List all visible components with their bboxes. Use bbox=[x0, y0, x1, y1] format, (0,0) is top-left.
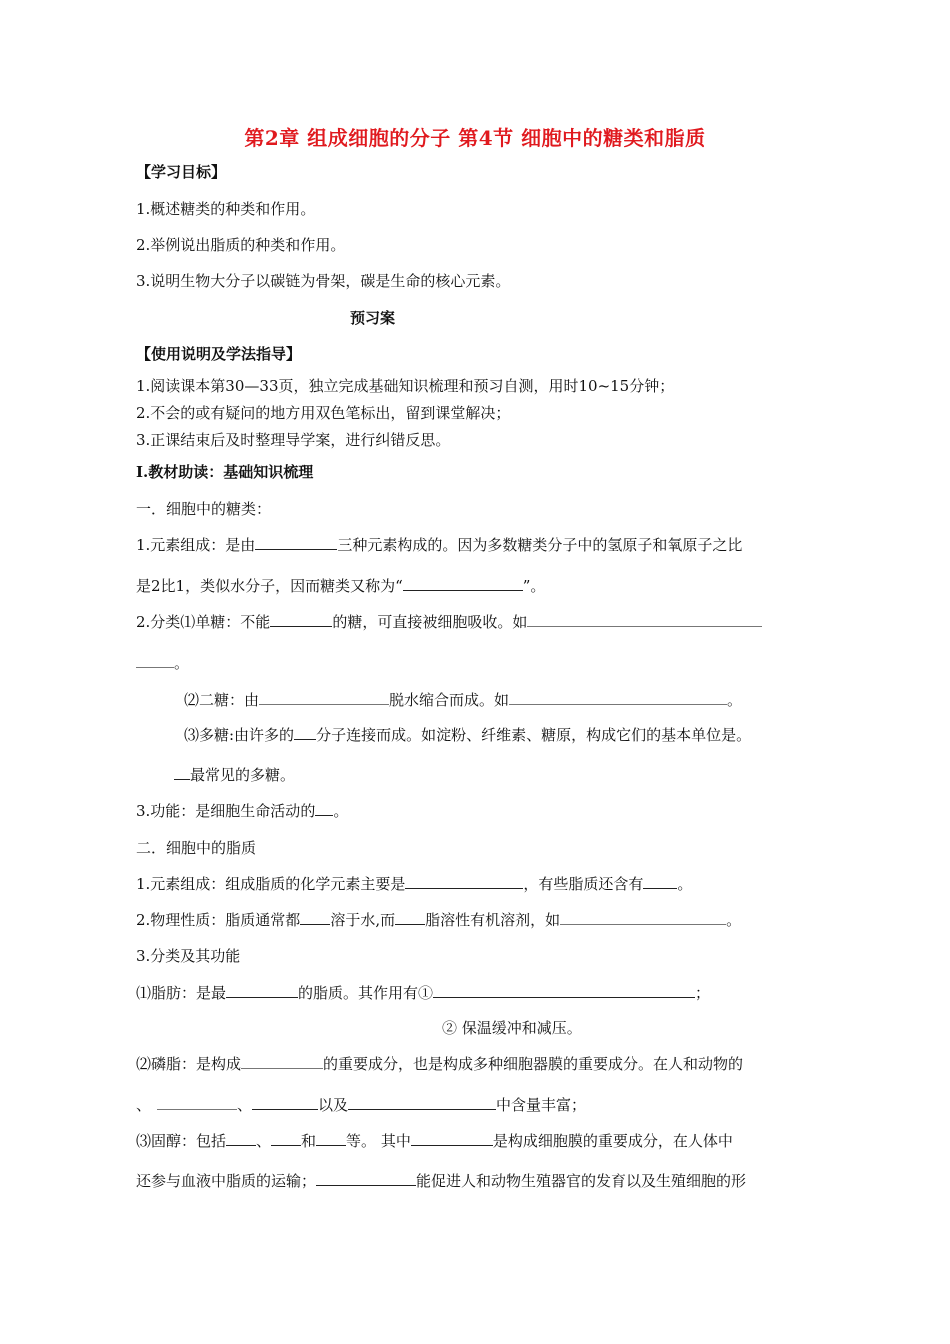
sugars-text: 。 bbox=[333, 802, 349, 820]
fill-blank[interactable] bbox=[157, 1095, 237, 1110]
fill-blank[interactable] bbox=[136, 653, 174, 668]
fill-blank[interactable] bbox=[271, 1131, 301, 1146]
fill-blank[interactable] bbox=[300, 910, 330, 925]
sugars-text: 。 bbox=[727, 691, 743, 709]
lipids-text: 脂溶性有机溶剂，如 bbox=[425, 911, 561, 929]
lipids-text: 溶于水,而 bbox=[330, 911, 396, 929]
fill-blank[interactable] bbox=[270, 612, 332, 627]
sugars-text: ⑵二糖：由 bbox=[184, 691, 260, 709]
lipids-text: ，有些脂质还含有 bbox=[523, 875, 644, 893]
fill-blank[interactable] bbox=[259, 690, 389, 705]
lipids-line-6 bbox=[136, 1054, 743, 1074]
fill-blank[interactable] bbox=[403, 576, 523, 591]
sugars-heading: 一．细胞中的糖类： bbox=[136, 500, 272, 518]
fill-blank[interactable] bbox=[241, 1054, 323, 1069]
lipids-text: 1.元素组成：组成脂质的化学元素主要是 bbox=[136, 875, 406, 893]
fill-blank[interactable] bbox=[315, 801, 333, 816]
lipids-text: 。 bbox=[677, 875, 693, 893]
lipids-text: ； bbox=[695, 984, 711, 1002]
lipids-text: ⑵磷脂：是构成 bbox=[136, 1055, 242, 1073]
sugars-line-5 bbox=[184, 690, 742, 710]
instruction-item-2: 2.不会的或有疑问的地方用双色笔标出，留到课堂解决； bbox=[136, 404, 511, 422]
lipids-line-3: 3.分类及其功能 bbox=[136, 947, 241, 965]
fill-blank[interactable] bbox=[527, 612, 762, 627]
goal-item-2: 2.举例说出脂质的种类和作用。 bbox=[136, 236, 346, 254]
sugars-text: 三种元素构成的。因为多数糖类分子中的氢原子和氧原子之比 bbox=[337, 536, 743, 554]
lipids-line-9 bbox=[136, 1171, 746, 1191]
lipids-text: ⑴脂肪：是最 bbox=[136, 984, 227, 1002]
lipids-text: 中含量丰富； bbox=[496, 1096, 587, 1114]
lipids-line-4 bbox=[136, 983, 710, 1003]
sugars-line-7 bbox=[174, 765, 295, 785]
sugars-text: 1.元素组成：是由 bbox=[136, 536, 256, 554]
fill-blank[interactable] bbox=[294, 725, 316, 740]
lipids-line-8 bbox=[136, 1131, 733, 1151]
sugars-line-4 bbox=[136, 653, 189, 673]
lipids-text: 、 bbox=[256, 1132, 272, 1150]
fill-blank[interactable] bbox=[560, 910, 726, 925]
fill-blank[interactable] bbox=[226, 983, 298, 998]
instruction-item-1: 1.阅读课本第30—33页，独立完成基础知识梳理和预习自测，用时10~15分钟； bbox=[136, 377, 675, 395]
fill-blank[interactable] bbox=[395, 910, 425, 925]
sugars-text: 分子连接而成。如淀粉、纤维素、糖原，构成它们的基本单位是。 bbox=[316, 726, 752, 744]
sugars-text: 2.分类⑴单糖：不能 bbox=[136, 613, 271, 631]
lipids-text: 、 bbox=[237, 1096, 253, 1114]
fill-blank[interactable] bbox=[433, 983, 695, 998]
document-title: 第2章 组成细胞的分子 第4节 细胞中的糖类和脂质 bbox=[244, 126, 706, 150]
sugars-line-1 bbox=[136, 535, 742, 555]
section-one-heading: Ⅰ.教材助读：基础知识梳理 bbox=[136, 463, 314, 481]
sugars-line-2 bbox=[136, 576, 545, 596]
lipids-heading: 二．细胞中的脂质 bbox=[136, 839, 257, 857]
sugars-text: 是2比1，类似水分子，因而糖类又称为“ bbox=[136, 577, 403, 595]
sugars-text: 脱水缩合而成。如 bbox=[389, 691, 510, 709]
fill-blank[interactable] bbox=[252, 1095, 318, 1110]
goal-item-3: 3.说明生物大分子以碳链为骨架，碳是生命的核心元素。 bbox=[136, 272, 511, 290]
preview-heading: 预习案 bbox=[350, 309, 396, 327]
sugars-text: 3.功能：是细胞生命活动的 bbox=[136, 802, 316, 820]
goal-item-1: 1.概述糖类的种类和作用。 bbox=[136, 200, 316, 218]
fill-blank[interactable] bbox=[316, 1171, 416, 1186]
fill-blank[interactable] bbox=[348, 1095, 496, 1110]
lipids-text: 还参与血液中脂质的运输； bbox=[136, 1172, 317, 1190]
sugars-line-6 bbox=[184, 725, 751, 745]
lipids-text: ⑶固醇：包括 bbox=[136, 1132, 227, 1150]
fill-blank[interactable] bbox=[226, 1131, 256, 1146]
sugars-text: 的糖，可直接被细胞吸收。如 bbox=[332, 613, 528, 631]
lipids-line-1 bbox=[136, 874, 692, 894]
lipids-line-5: ② 保温缓冲和减压。 bbox=[442, 1019, 582, 1037]
lipids-text: 和 bbox=[301, 1132, 317, 1150]
sugars-text: ”。 bbox=[522, 577, 546, 595]
fill-blank[interactable] bbox=[316, 1131, 346, 1146]
sugars-line-8 bbox=[136, 801, 348, 821]
instruction-item-3: 3.正课结束后及时整理导学案，进行纠错反思。 bbox=[136, 431, 451, 449]
lipids-text: 。 bbox=[726, 911, 742, 929]
lipids-text: 2.物理性质：脂质通常都 bbox=[136, 911, 301, 929]
fill-blank[interactable] bbox=[411, 1131, 493, 1146]
instructions-heading: 【使用说明及学法指导】 bbox=[136, 345, 302, 363]
fill-blank[interactable] bbox=[643, 874, 677, 889]
fill-blank[interactable] bbox=[509, 690, 727, 705]
lipids-text: 是构成细胞膜的重要成分，在人体中 bbox=[492, 1132, 733, 1150]
fill-blank[interactable] bbox=[255, 535, 337, 550]
lipids-text: 等。 其中 bbox=[346, 1132, 411, 1150]
lipids-line-7 bbox=[136, 1095, 586, 1115]
sugars-text: 最常见的多糖。 bbox=[190, 766, 296, 784]
lipids-text: 的脂质。其作用有① bbox=[298, 984, 434, 1002]
sugars-text: ⑶多糖:由许多的 bbox=[184, 726, 295, 744]
lipids-line-2 bbox=[136, 910, 741, 930]
lipids-text: 能促进人和动物生殖器官的发育以及生殖细胞的形 bbox=[416, 1172, 747, 1190]
learning-goals-heading: 【学习目标】 bbox=[136, 163, 227, 181]
lipids-text: 、 bbox=[136, 1096, 152, 1114]
sugars-text: 。 bbox=[174, 654, 190, 672]
fill-blank[interactable] bbox=[174, 765, 190, 780]
lipids-text: 以及 bbox=[318, 1096, 349, 1114]
sugars-line-3 bbox=[136, 612, 762, 632]
lipids-text: 的重要成分，也是构成多种细胞器膜的重要成分。在人和动物的 bbox=[323, 1055, 744, 1073]
fill-blank[interactable] bbox=[405, 874, 523, 889]
